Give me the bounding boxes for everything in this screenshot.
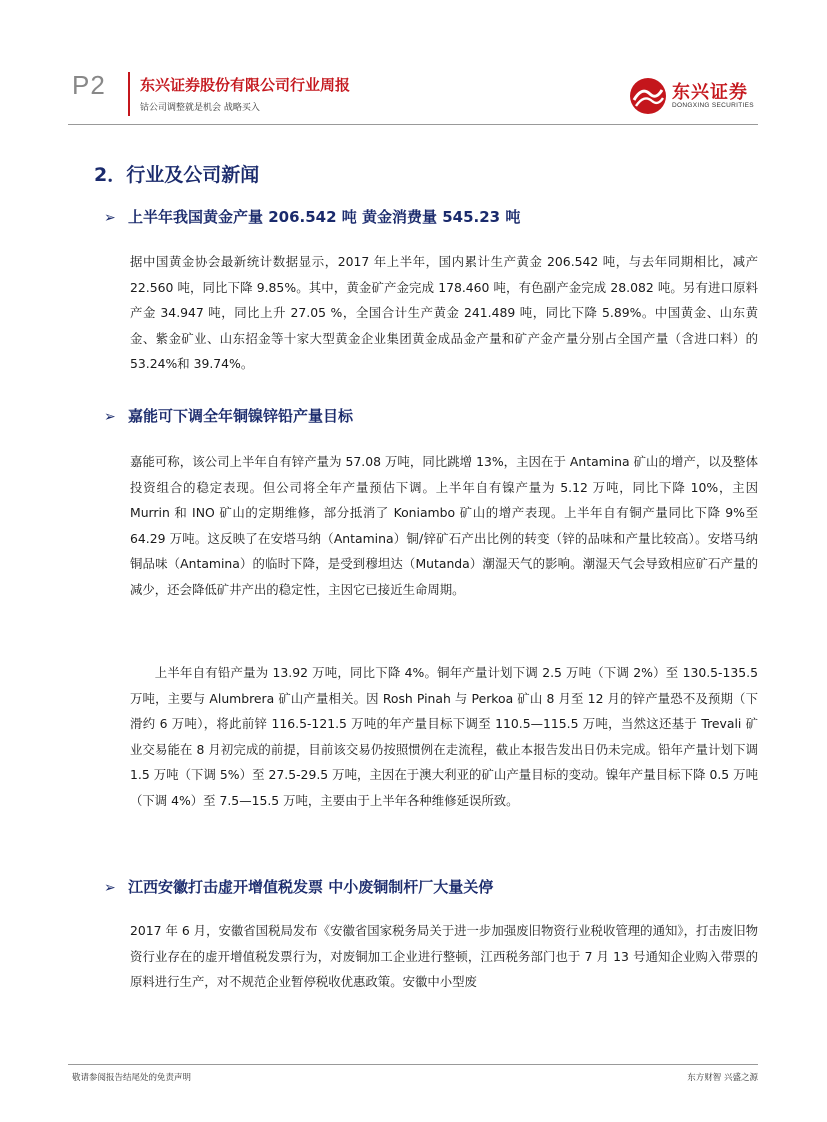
- news-body-glencore-2: [130, 660, 758, 814]
- news-heading-glencore: [104, 405, 353, 426]
- bullet-arrow-icon: ➢: [104, 880, 116, 896]
- footer-slogan: 东方财智 兴盛之源: [687, 1073, 758, 1083]
- footer-rule: [68, 1064, 758, 1065]
- report-subtitle: 钴公司调整就是机会 战略买入: [140, 103, 260, 113]
- paragraph: 上半年自有铅产量为 13.92 万吨，同比下降 4%。铜年产量计划下调 2.5 万吨（下调 2%）至 130.5-135.5 万吨，主要与 Alumbrera 矿山产量相关。因 Rosh Pinah 与 Perkoa 矿山 8 月至 12 月的锌产量恐不及预期（下滑约 6 万吨），将此前锌 116.5-121.5 万吨的年产量目标下调至 110.5—115.5 万吨，当然这还基于 Trevali 矿业交易能在 8 月初完成的前提，目前该交易仍按照惯例在走流程，截止本报告发出日仍未完成。铅年产量计划下调 1.5 万吨（下调 5%）至 27.5-29.5 万吨，主因在于澳大利亚的矿山产量目标的变动。镍年产量目标下降 0.5 万吨（下调 4%）至 7.5—15.5 万吨，主要由于上半年各种维修延误所致。: [130, 665, 758, 808]
- news-heading-text: 嘉能可下调全年铜镍锌铅产量目标: [128, 407, 354, 425]
- report-title: 东兴证券股份有限公司行业周报: [140, 76, 351, 94]
- logo-text-en: DONGXING SECURITIES: [672, 102, 754, 109]
- footer-disclaimer: 敬请参阅报告结尾处的免责声明: [72, 1073, 192, 1083]
- logo-mark-icon: [628, 76, 668, 116]
- news-heading-gold: [104, 206, 520, 227]
- header-divider: [128, 72, 130, 116]
- news-body-tax: [130, 918, 758, 995]
- news-heading-text: 上半年我国黄金产量 206.542 吨 黄金消费量 545.23 吨: [128, 208, 521, 226]
- bullet-arrow-icon: ➢: [104, 210, 116, 226]
- company-logo: [628, 76, 758, 120]
- header-rule: [68, 124, 758, 125]
- page-number: P2: [72, 70, 106, 100]
- paragraph: 据中国黄金协会最新统计数据显示，2017 年上半年，国内累计生产黄金 206.542 吨，与去年同期相比，减产 22.560 吨，同比下降 9.85%。其中，黄金矿产金完成 178.460 吨，有色副产金完成 28.082 吨。另有进口原料产金 34.947 吨，同比上升 27.05 %，全国合计生产黄金 241.489 吨，同比下降 5.89%。中国黄金、山东黄金、紫金矿业、山东招金等十家大型黄金企业集团黄金成品金产量和矿产金产量分别占全国产量（含进口料）的 53.24%和 39.74%。: [130, 254, 758, 372]
- bullet-arrow-icon: ➢: [104, 409, 116, 425]
- paragraph: 嘉能可称，该公司上半年自有锌产量为 57.08 万吨，同比跳增 13%，主因在于 Antamina 矿山的增产，以及整体投资组合的稳定表现。但公司将全年产量预估下调。上半年自有镍产量为 5.12 万吨，同比下降 10%，主因 Murrin 和 INO 矿山的定期维修，部分抵消了 Koniambo 矿山的增产表现。上半年自有铜产量同比下降 9%至 64.29 万吨。这反映了在安塔马纳（Antamina）铜/锌矿石产出比例的转变（锌的品味和产量比较高）。安塔马纳铜品味（Antamina）的临时下降，是受到穆坦达（Mutanda）潮湿天气的影响。潮湿天气会导致相应矿石产量的减少，还会降低矿井产出的稳定性，主因它已接近生命周期。: [130, 454, 758, 597]
- paragraph: 2017 年 6 月，安徽省国税局发布《安徽省国家税务局关于进一步加强废旧物资行业税收管理的通知》，打击废旧物资行业存在的虚开增值税发票行为，对废铜加工企业进行整顿，江西税务部门也于 7 月 13 号通知企业购入带票的原料进行生产，对不规范企业暂停税收优惠政策。安徽中小型废: [130, 923, 758, 990]
- logo-text-cn: 东兴证券: [672, 82, 748, 103]
- news-body-gold: [130, 249, 758, 377]
- section-title: 2．行业及公司新闻: [94, 164, 260, 186]
- news-body-glencore: [130, 449, 758, 603]
- news-heading-tax: [104, 876, 493, 897]
- news-heading-text: 江西安徽打击虚开增值税发票 中小废铜制杆厂大量关停: [128, 878, 494, 896]
